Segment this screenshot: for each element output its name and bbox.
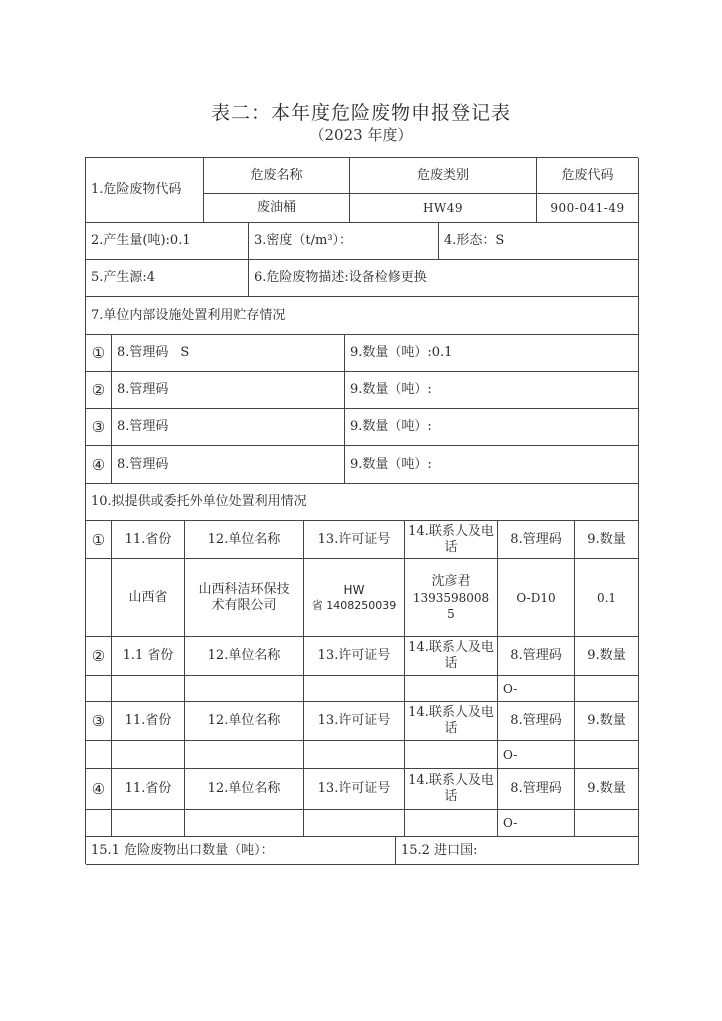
generation-amount: 2.产生量(吨):0.1: [86, 223, 249, 260]
s10-g3-mgmt-label: 8.管理码: [498, 702, 575, 741]
s10-g2-mgmt: O-: [498, 676, 575, 702]
s10-g1-qty: 0.1: [575, 559, 639, 637]
s10-g1-contact-label: 14.联系人及电话: [405, 521, 498, 559]
s10-g4-mgmt: O-: [498, 810, 575, 837]
section7-title: 7.单位内部设施处置利用贮存情况: [86, 297, 639, 335]
s10-g3-unit-name: [185, 741, 304, 769]
s10-g4-license-label: 13.许可证号: [304, 769, 405, 810]
s7-row1-mgmt: 8.管理码 S: [112, 335, 345, 372]
s10-g3-qty: [575, 741, 639, 769]
s10-g4-qty-label: 9.数量: [575, 769, 639, 810]
s7-row4-number: ④: [86, 446, 112, 484]
s10-g4-unit-name: [185, 810, 304, 837]
waste-code-label: 1.危险废物代码: [86, 158, 204, 223]
s10-g4-contact-label: 14.联系人及电话: [405, 769, 498, 810]
header-waste-category: 危废类别: [350, 158, 537, 194]
s10-g3-license-label: 13.许可证号: [304, 702, 405, 741]
s10-g1-license: HW 省 1408250039: [304, 559, 405, 637]
s7-row2-number: ②: [86, 372, 112, 409]
s7-row3-number: ③: [86, 409, 112, 446]
s10-g4-contact: [405, 810, 498, 837]
s10-g3-mgmt: O-: [498, 741, 575, 769]
header-waste-name: 危废名称: [204, 158, 350, 194]
s10-g2-unit-label: 12.单位名称: [185, 637, 304, 676]
waste-name-value: 废油桶: [204, 194, 350, 223]
s10-g3-unit-label: 12.单位名称: [185, 702, 304, 741]
s10-g1-province-label: 11.省份: [112, 521, 185, 559]
s10-g2-qty: [575, 676, 639, 702]
s10-g3-contact: [405, 741, 498, 769]
waste-code-value: 900-041-49: [537, 194, 639, 223]
header-waste-code: 危废代码: [537, 158, 639, 194]
s10-g4-license: [304, 810, 405, 837]
s10-g4-qty: [575, 810, 639, 837]
s10-g3-province: [112, 741, 185, 769]
s10-group2-number: ②: [86, 637, 112, 676]
s10-g2-unit-name: [185, 676, 304, 702]
s10-g2-qty-label: 9.数量: [575, 637, 639, 676]
import-country: 15.2 进口国:: [396, 837, 639, 865]
density: 3.密度（t/m³）：: [249, 223, 439, 260]
s10-g1-unit-name: 山西科洁环保技术有限公司: [185, 559, 304, 637]
s7-row4-mgmt: 8.管理码: [112, 446, 345, 484]
s10-g1-number-blank: [86, 559, 112, 637]
s10-g4-mgmt-label: 8.管理码: [498, 769, 575, 810]
section10-title: 10.拟提供或委托外单位处置利用情况: [86, 484, 639, 521]
export-quantity: 15.1 危险废物出口数量（吨）：: [86, 837, 396, 865]
s10-g2-license: [304, 676, 405, 702]
s10-g2-contact: [405, 676, 498, 702]
s10-g3-license: [304, 741, 405, 769]
s10-group4-number: ④: [86, 769, 112, 810]
s10-g3-number-blank: [86, 741, 112, 769]
s10-g3-province-label: 11.省份: [112, 702, 185, 741]
s10-g2-province-label: 1.1 省份: [112, 637, 185, 676]
s10-g1-mgmt-label: 8.管理码: [498, 521, 575, 559]
s10-g1-contact: 沈彦君 1393598008 5: [405, 559, 498, 637]
page-subtitle: （2023 年度）: [309, 126, 413, 144]
page-title: 表二：本年度危险废物申报登记表: [210, 102, 511, 124]
generation-source: 5.产生源:4: [86, 260, 249, 297]
s10-g4-province: [112, 810, 185, 837]
s10-g4-number-blank: [86, 810, 112, 837]
waste-description: 6.危险废物描述:设备检修更换: [249, 260, 639, 297]
s10-g2-mgmt-label: 8.管理码: [498, 637, 575, 676]
s10-g1-qty-label: 9.数量: [575, 521, 639, 559]
s10-g2-province: [112, 676, 185, 702]
s7-row4-qty: 9.数量（吨）:: [345, 446, 639, 484]
s10-g4-unit-label: 12.单位名称: [185, 769, 304, 810]
s10-g3-qty-label: 9.数量: [575, 702, 639, 741]
s7-row2-qty: 9.数量（吨）:: [345, 372, 639, 409]
s10-group3-number: ③: [86, 702, 112, 741]
s10-g3-contact-label: 14.联系人及电话: [405, 702, 498, 741]
s10-g1-unit-label: 12.单位名称: [185, 521, 304, 559]
s10-g2-contact-label: 14.联系人及电话: [405, 637, 498, 676]
s10-g2-license-label: 13.许可证号: [304, 637, 405, 676]
s10-g1-mgmt: O-D10: [498, 559, 575, 637]
physical-form: 4.形态：S: [439, 223, 639, 260]
s7-row2-mgmt: 8.管理码: [112, 372, 345, 409]
s7-row3-mgmt: 8.管理码: [112, 409, 345, 446]
s10-g4-province-label: 11.省份: [112, 769, 185, 810]
s10-g1-province: 山西省: [112, 559, 185, 637]
s10-g1-license-label: 13.许可证号: [304, 521, 405, 559]
s10-g2-number-blank: [86, 676, 112, 702]
s7-row3-qty: 9.数量（吨）:: [345, 409, 639, 446]
declaration-table: [85, 157, 638, 864]
waste-category-value: HW49: [350, 194, 537, 223]
s10-group1-number: ①: [86, 521, 112, 559]
s7-row1-qty: 9.数量（吨）:0.1: [345, 335, 639, 372]
s7-row1-number: ①: [86, 335, 112, 372]
